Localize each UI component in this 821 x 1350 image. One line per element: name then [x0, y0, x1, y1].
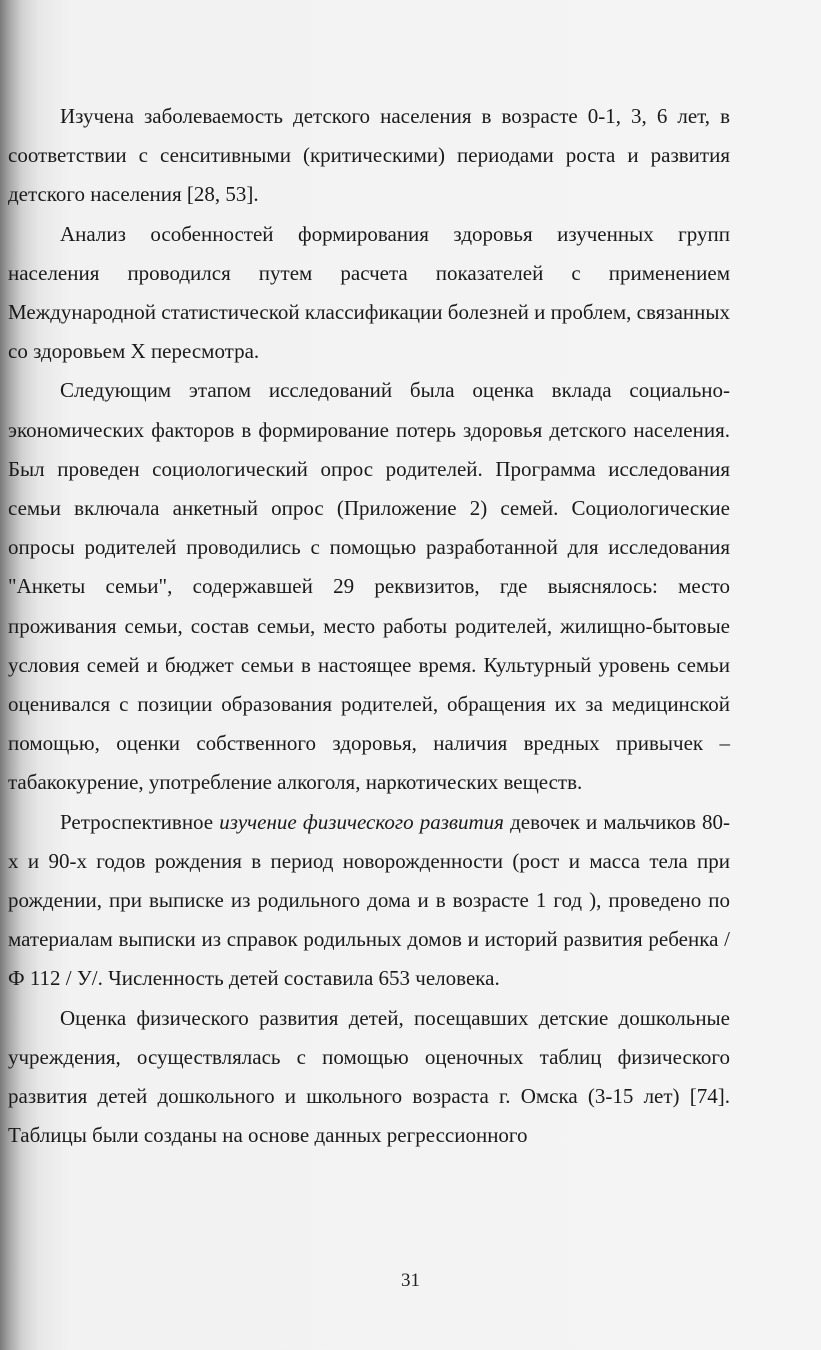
- paragraph-morbidity: Изучена заболеваемость детского населения в возрасте 0-1, 3, 6 лет, в соответствии с сенситивными (критическими) периодами роста и развития детского населения [28, 53].: [8, 104, 730, 207]
- italic-phrase: изучение физического развития: [219, 809, 504, 834]
- paragraph-retrospective-start: Ретроспективное: [60, 809, 220, 834]
- paragraph-analysis: Анализ особенностей формирования здоровья изученных групп населения проводился путем расчета показателей с применением Международной статистической классификации болезней и проблем, связанных со здоровьем X пересмотра.: [8, 221, 730, 364]
- paragraph-socio-economic: Следующим этапом исследований была оценка вклада социально-экономических факторов в формирование потерь здоровья детского населения. Был проведен социологический опрос родителей. Программа исследования семьи включала анкетный опрос (Приложение 2) семей. Социологические опросы родителей проводились с помощью разработанной для исследования "Анкеты семьи", содержавшей 29 реквизитов, где выяснялось: место проживания семьи, состав семьи, место работы родителей, жилищно-бытовые условия семей и бюджет семьи в настоящее время. Культурный уровень семьи оценивался с позиции образования родителей, обращения их за медицинской помощью, оценки собственного здоровья, наличия вредных привычек – табакокурение, употребление алкоголя, наркотических веществ.: [8, 378, 730, 795]
- body-text: [8, 97, 730, 1155]
- paragraph-assessment: Оценка физического развития детей, посещавших детские дошкольные учреждения, осуществлялась с помощью оценочных таблиц физического развития детей дошкольного и школьного возраста г. Омска (3-15 лет) [74]. Таблицы были созданы на основе данных регрессионного: [8, 1005, 730, 1148]
- page-number: 31: [401, 1270, 420, 1291]
- paragraph-retrospective-rest: девочек и мальчиков 80-х и 90-х годов рождения в период новорожденности (рост и масса тела при рождении, при выписке из родильного дома и в возрасте 1 год ), проведено по материалам выписки из справок родильных домов и историй развития ребенка /Ф 112 / У/. Численность детей составила 653 человека.: [8, 809, 731, 991]
- paragraph-retrospective: [8, 803, 730, 999]
